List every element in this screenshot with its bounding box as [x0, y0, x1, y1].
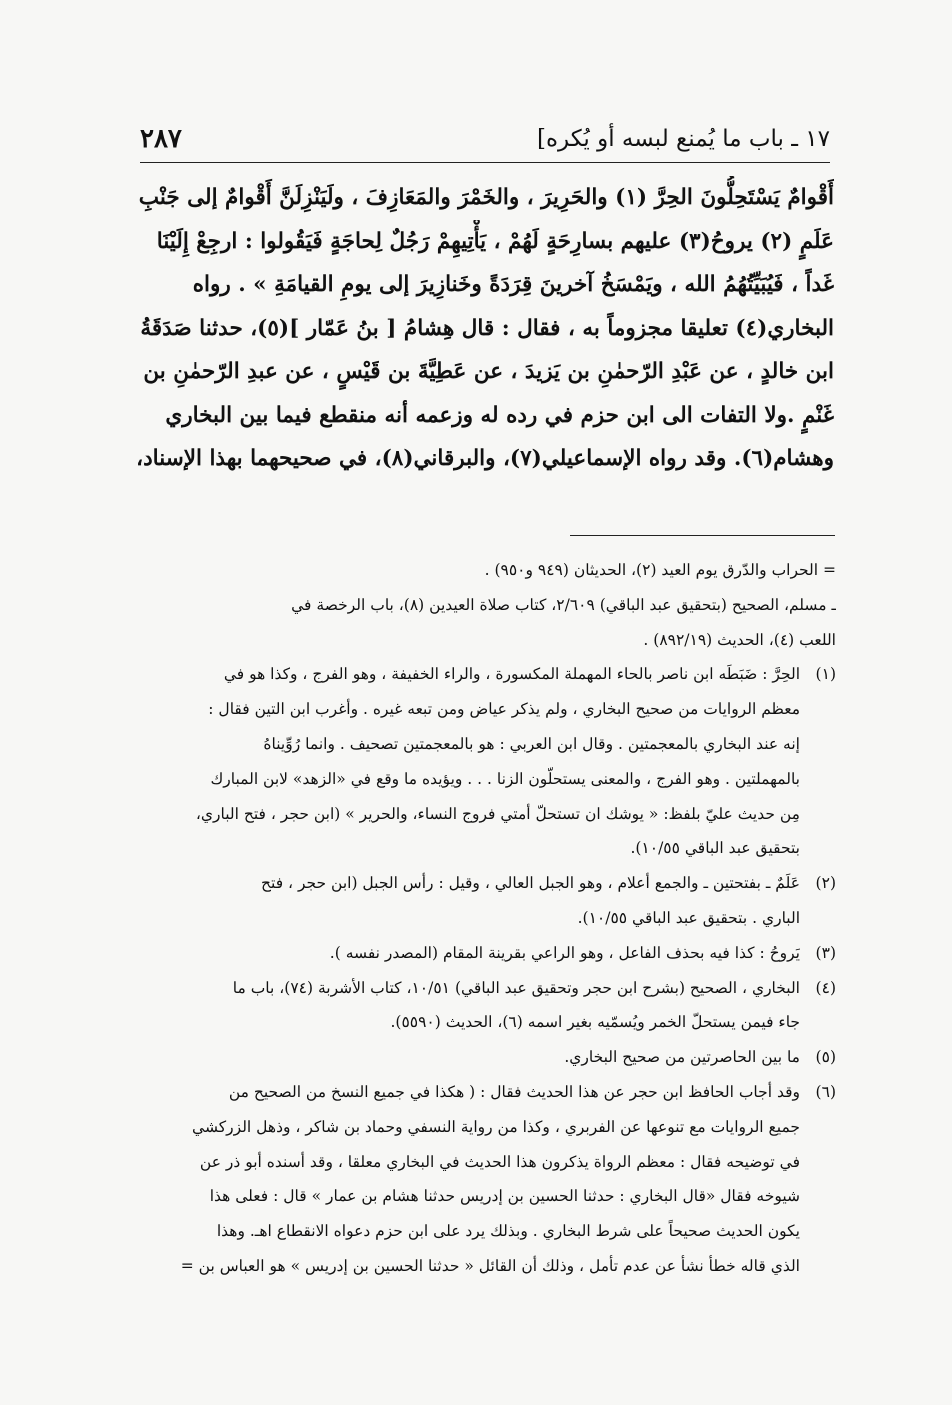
footnotes [130, 553, 836, 1284]
main-text-line: البخاري(٤) تعليقا مجزوماً به ، فقال : قال هِشامُ [ بنُ عَمّار ](٥)، حدثنا صَدَقَةُ [140, 315, 834, 341]
footnote-line: الباري . بتحقيق عبد الباقي ١٠/٥٥). [577, 908, 800, 927]
footnote-line: مِن حديث عليّ بلفظ: « يوشك ان تستحلّ أمتي فروج النساء، والحرير » (ابن حجر ، فتح الباري، [195, 804, 800, 823]
main-text-line: غَداً ، فَيُبَيِّتُهُمُ الله ، ويَمْسَخُ آخرينَ قِرَدَةً وخَنازِيرَ إلى يومِ القيامَةِ » . رواه [192, 272, 834, 297]
footnote-marker: (١) [815, 665, 836, 684]
main-text-line: وهشام(٦). وقد رواه الإسماعيلي(٧)، والبرقاني(٨)، في صحيحهما بهذا الإسناد، [136, 446, 834, 471]
footnote-marker: (٤) [815, 978, 836, 997]
footnote-1 [130, 657, 836, 866]
main-text-line: أَقْوامٌ يَسْتَحِلُّونَ الحِرَّ (١) والحَرِيرَ ، والخَمْرَ والمَعَازِفَ ، ولَيَنْزِلَنَّ أَقْوامٌ إلى جَنْبِ [138, 185, 834, 210]
footnote-4 [130, 971, 836, 1041]
main-text-line: غَنْمٍ .ولا التفات الى ابن حزم في رده له وزعمه أنه منقطع فيما بين البخاري [165, 402, 834, 428]
main-text [132, 176, 834, 481]
footnote-line: وقد أجاب الحافظ ابن حجر عن هذا الحديث فقال : ( هكذا في جميع النسخ من الصحيح من [228, 1082, 800, 1101]
footnote-marker: (٢) [815, 874, 836, 893]
footnote-marker: (٣) [815, 943, 836, 962]
footnote-line: بتحقيق عبد الباقي ١٠/٥٥). [630, 839, 800, 858]
footnote-2 [130, 866, 836, 936]
chapter-title: ١٧ ـ باب ما يُمنع لبسه أو يُكره] [536, 126, 830, 152]
footnote-line: شيوخه فقال «قال البخاري : حدثنا الحسين بن إدريس حدثنا هشام بن عمار » قال : فعلى هذا [209, 1187, 800, 1206]
page-number: ٢٨٧ [140, 124, 182, 154]
footnote-line: الحِرَّ : ضَبَطَه ابن ناصر بالحاء المهملة المكسورة ، والراء الخفيفة ، وهو الفرج ، وكذا هو في [223, 665, 800, 684]
footnote-line: = الحراب والدّرق يوم العيد (٢)، الحديثان (٩٤٩ و٩٥٠) . [484, 561, 836, 579]
main-text-line: عَلَمٍ (٢) يروحُ(٣) عليهم بسارِحَةٍ لَهُمْ ، يَأْتِيهِمْ رَجُلٌ لِحاجَةٍ فَيَقُولوا : ارجِعْ إِلَيْنَا [156, 228, 834, 254]
footnote-6 [130, 1075, 836, 1284]
footnote-line: ـ مسلم، الصحيح (بتحقيق عبد الباقي) ٢/٦٠٩، كتاب صلاة العيدين (٨)، باب الرخصة في [291, 595, 836, 614]
page-header [140, 118, 830, 163]
footnote-5 [130, 1040, 836, 1075]
footnote-line: جميع الروايات مع تنوعها عن الفربري ، وكذا من رواية النسفي وحماد بن شاكر ، وذهل الزركشي [192, 1117, 800, 1136]
footnote-line: معظم الروايات من صحيح البخاري ، ولم يذكر عياض ومن تبعه غيره . وأغرب ابن التين فقال : [208, 700, 800, 719]
footnote-line: في توضيحه فقال : معظم الرواة يذكرون هذا الحديث في البخاري معلقا ، وقد أسنده أبو ذر عن [199, 1152, 800, 1171]
footnote-line: بالمهملتين . وهو الفرج ، والمعنى يستحلّون الزنا . . . ويؤيده ما وقع في «الزهد» لابن المبارك [210, 769, 800, 788]
footnote-continuation [130, 553, 836, 657]
footnote-line: عَلَمٌ ـ بفتحتين ـ والجمع أعلام ، وهو الجبل العالي ، وقيل : رأس الجبل (ابن حجر ، فتح [261, 874, 800, 893]
footnote-marker: (٦) [815, 1082, 836, 1101]
main-text-line: ابن خالدٍ ، عن عَبْدِ الرّحمٰنِ بن يَزيدَ ، عن عَطِيَّةَ بن قَيْسٍ ، عن عبدِ الرّحمٰنِ بن [143, 359, 834, 384]
footnote-line: الذي قاله خطأ نشأ عن عدم تأمل ، وذلك أن القائل « حدثنا الحسين بن إدريس » هو العباس بن = [180, 1256, 800, 1275]
footnote-line: يكون الحديث صحيحاً على شرط البخاري . وبذلك يرد على ابن حزم دعواه الانقطاع اهـ. وهذا [216, 1222, 800, 1241]
footnote-line: يَروحُ : كذا فيه بحذف الفاعل ، وهو الراعي بقرينة المقام (المصدر نفسه ). [329, 943, 800, 962]
footnote-marker: (٥) [815, 1048, 836, 1067]
footnote-line: ما بين الحاصرتين من صحيح البخاري. [564, 1048, 800, 1067]
footnote-3 [130, 936, 836, 971]
footnote-separator [570, 535, 835, 536]
footnote-line: اللعب (٤)، الحديث (٨٩٢/١٩) . [643, 630, 836, 649]
footnote-line: جاء فيمن يستحلّ الخمر ويُسمّيه بغير اسمه (٦)، الحديث (٥٥٩٠). [390, 1013, 800, 1032]
footnote-line: البخاري ، الصحيح (بشرح ابن حجر وتحقيق عبد الباقي) ١٠/٥١، كتاب الأشربة (٧٤)، باب ما [232, 978, 800, 997]
footnote-line: إنه عند البخاري بالمعجمتين . وقال ابن العربي : هو بالمعجمتين تصحيف . وانما رُوِّيناهُ [263, 734, 800, 753]
